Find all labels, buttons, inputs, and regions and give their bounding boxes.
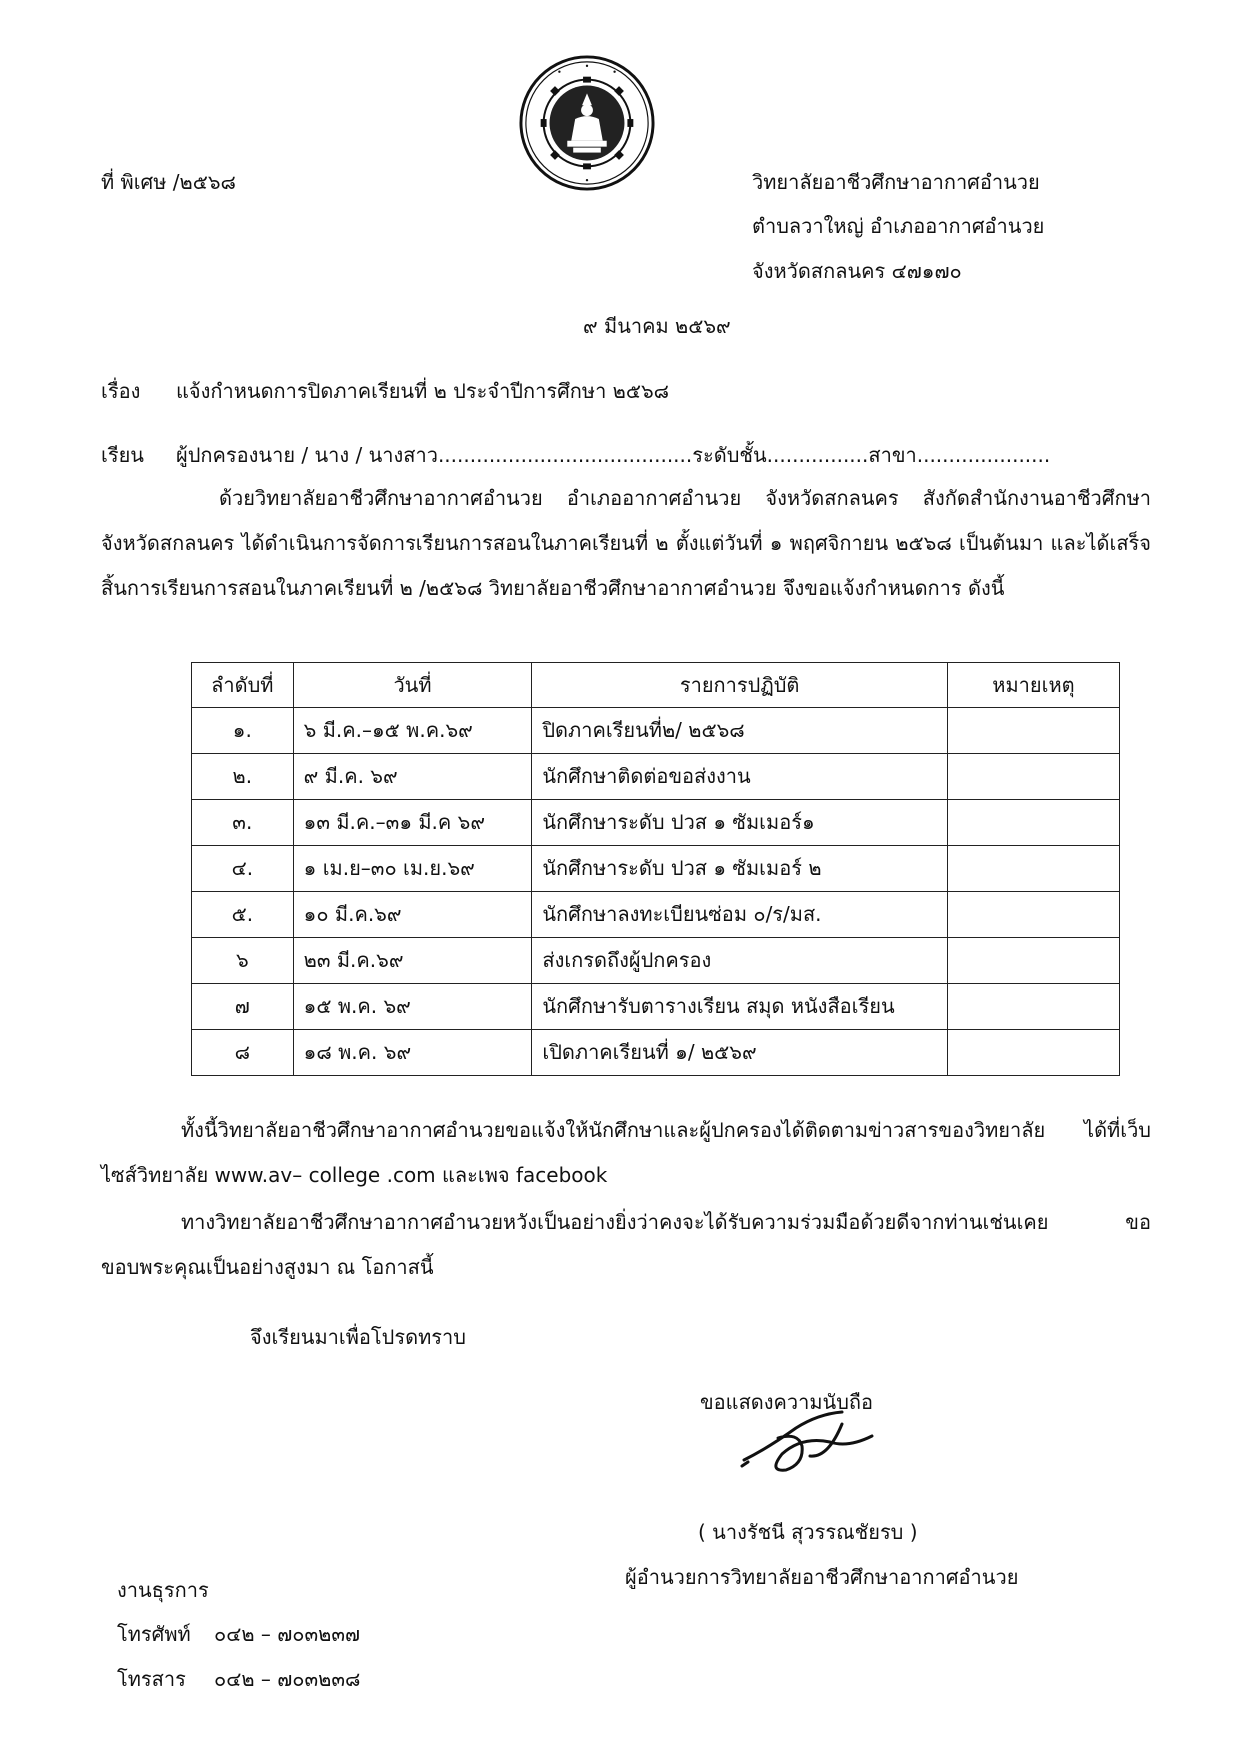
- row-task: เปิดภาคเรียนที่ ๑/ ๒๕๖๙: [532, 1030, 948, 1076]
- row-task: นักศึกษาระดับ ปวส ๑ ซัมเมอร์๑: [532, 800, 948, 846]
- table-header-row: [192, 663, 1120, 708]
- table-row: [192, 984, 1120, 1030]
- recipient-label: เรียน: [101, 443, 144, 467]
- row-note: [947, 846, 1119, 892]
- row-date: ๑๕ พ.ค. ๖๙: [293, 984, 532, 1030]
- table-row: [192, 800, 1120, 846]
- row-note: [947, 892, 1119, 938]
- table-row: [192, 938, 1120, 984]
- schedule-table: [191, 662, 1120, 1076]
- footer-fax-label: โทรสาร: [117, 1667, 186, 1691]
- row-date: ๑๓ มี.ค.–๓๑ มี.ค ๖๙: [293, 800, 532, 846]
- header-task: รายการปฏิบัติ: [532, 663, 948, 708]
- row-date: ๒๓ มี.ค.๖๙: [293, 938, 532, 984]
- row-no: ๔.: [192, 846, 294, 892]
- body-paragraph-3: [101, 1200, 1151, 1290]
- body-paragraph-1-text: ด้วยวิทยาลัยอาชีวศึกษาอากาศอำนวย อำเภออากาศอำนวย จังหวัดสกลนคร สังกัดสำนักงานอาชีวศึกษาจังหวัดสกลนคร ได้ดำเนินการจัดการเรียนการสอนในภาคเรียนที่ ๒ ตั้งแต่วันที่ ๑ พฤศจิกายน ๒๕๖๘ เป็นต้นมา และได้เสร็จสิ้นการเรียนการสอนในภาคเรียนที่ ๒ /๒๕๖๘ วิทยาลัยอาชีวศึกษาอากาศอำนวย จึงขอแจ้งกำหนดการ ดังนี้: [101, 486, 1151, 600]
- body-paragraph-3-text: ทางวิทยาลัยอาชีวศึกษาอากาศอำนวยหวังเป็นอย่างยิ่งว่าคงจะได้รับความร่วมมือด้วยดีจากท่านเช่นเคย ขอขอบพระคุณเป็นอย่างสูงมา ณ โอกาสนี้: [101, 1210, 1151, 1279]
- signature-icon: [738, 1398, 878, 1488]
- table-row: [192, 754, 1120, 800]
- row-no: ๒.: [192, 754, 294, 800]
- footer-department: งานธุรการ: [117, 1578, 209, 1602]
- body-paragraph-1: [101, 476, 1151, 611]
- row-date: ๑ เม.ย–๓๐ เม.ย.๖๙: [293, 846, 532, 892]
- table-row: [192, 1030, 1120, 1076]
- row-date: ๙ มี.ค. ๖๙: [293, 754, 532, 800]
- row-no: ๑.: [192, 708, 294, 754]
- org-province-line: จังหวัดสกลนคร ๔๗๑๗๐: [752, 259, 962, 283]
- body-paragraph-2-text: ทั้งนี้วิทยาลัยอาชีวศึกษาอากาศอำนวยขอแจ้งให้นักศึกษาและผู้ปกครองได้ติดตามข่าวสารของวิทยาลัย ได้ที่เว็บไซส์วิทยาลัย www.av– college .com และเพจ facebook: [101, 1118, 1151, 1187]
- header-note: หมายเหตุ: [947, 663, 1119, 708]
- header-date: วันที่: [293, 663, 532, 708]
- subject-text: แจ้งกำหนดการปิดภาคเรียนที่ ๒ ประจำปีการศึกษา ๒๕๖๘: [176, 379, 670, 403]
- row-task: นักศึกษาลงทะเบียนซ่อม ๐/ร/มส.: [532, 892, 948, 938]
- row-note: [947, 708, 1119, 754]
- footer-phone-label: โทรศัพท์: [117, 1622, 191, 1646]
- row-note: [947, 984, 1119, 1030]
- footer-phone: ๐๔๒ – ๗๐๓๒๓๗: [214, 1622, 361, 1646]
- row-task: นักศึกษารับตารางเรียน สมุด หนังสือเรียน: [532, 984, 948, 1030]
- row-note: [947, 754, 1119, 800]
- college-seal-icon: [518, 54, 656, 192]
- row-no: ๓.: [192, 800, 294, 846]
- table-row: [192, 708, 1120, 754]
- footer-fax: ๐๔๒ – ๗๐๓๒๓๘: [214, 1667, 361, 1691]
- subject-label: เรื่อง: [101, 379, 141, 403]
- org-address-line: ตำบลวาใหญ่ อำเภออากาศอำนวย: [752, 214, 1045, 238]
- row-no: ๕.: [192, 892, 294, 938]
- row-task: ส่งเกรดถึงผู้ปกครอง: [532, 938, 948, 984]
- row-note: [947, 800, 1119, 846]
- org-name: วิทยาลัยอาชีวศึกษาอากาศอำนวย: [752, 170, 1040, 194]
- letter-date: ๙ มีนาคม ๒๕๖๙: [583, 314, 731, 338]
- header-no: ลำดับที่: [192, 663, 294, 708]
- signer-name: ( นางรัชนี สุวรรณชัยรบ ): [698, 1520, 918, 1544]
- row-note: [947, 1030, 1119, 1076]
- row-task: นักศึกษาระดับ ปวส ๑ ซัมเมอร์ ๒: [532, 846, 948, 892]
- row-date: ๖ มี.ค.–๑๕ พ.ค.๖๙: [293, 708, 532, 754]
- row-date: ๑๘ พ.ค. ๖๙: [293, 1030, 532, 1076]
- row-note: [947, 938, 1119, 984]
- row-no: ๗: [192, 984, 294, 1030]
- row-date: ๑๐ มี.ค.๖๙: [293, 892, 532, 938]
- row-no: ๘: [192, 1030, 294, 1076]
- row-task: ปิดภาคเรียนที่๒/ ๒๕๖๘: [532, 708, 948, 754]
- table-row: [192, 892, 1120, 938]
- body-paragraph-2: [101, 1108, 1151, 1198]
- reference-number: ที่ พิเศษ /๒๕๖๘: [101, 170, 236, 194]
- table-row: [192, 846, 1120, 892]
- regards-line: ขอแสดงความนับถือ: [700, 1390, 874, 1414]
- closing-line: จึงเรียนมาเพื่อโปรดทราบ: [250, 1325, 466, 1349]
- recipient-text: ผู้ปกครองนาย / นาง / นางสาว........................................ระดับชั้น................สาขา.....................: [176, 443, 1051, 467]
- row-no: ๖: [192, 938, 294, 984]
- signer-title: ผู้อำนวยการวิทยาลัยอาชีวศึกษาอากาศอำนวย: [625, 1565, 1019, 1589]
- row-task: นักศึกษาติดต่อขอส่งงาน: [532, 754, 948, 800]
